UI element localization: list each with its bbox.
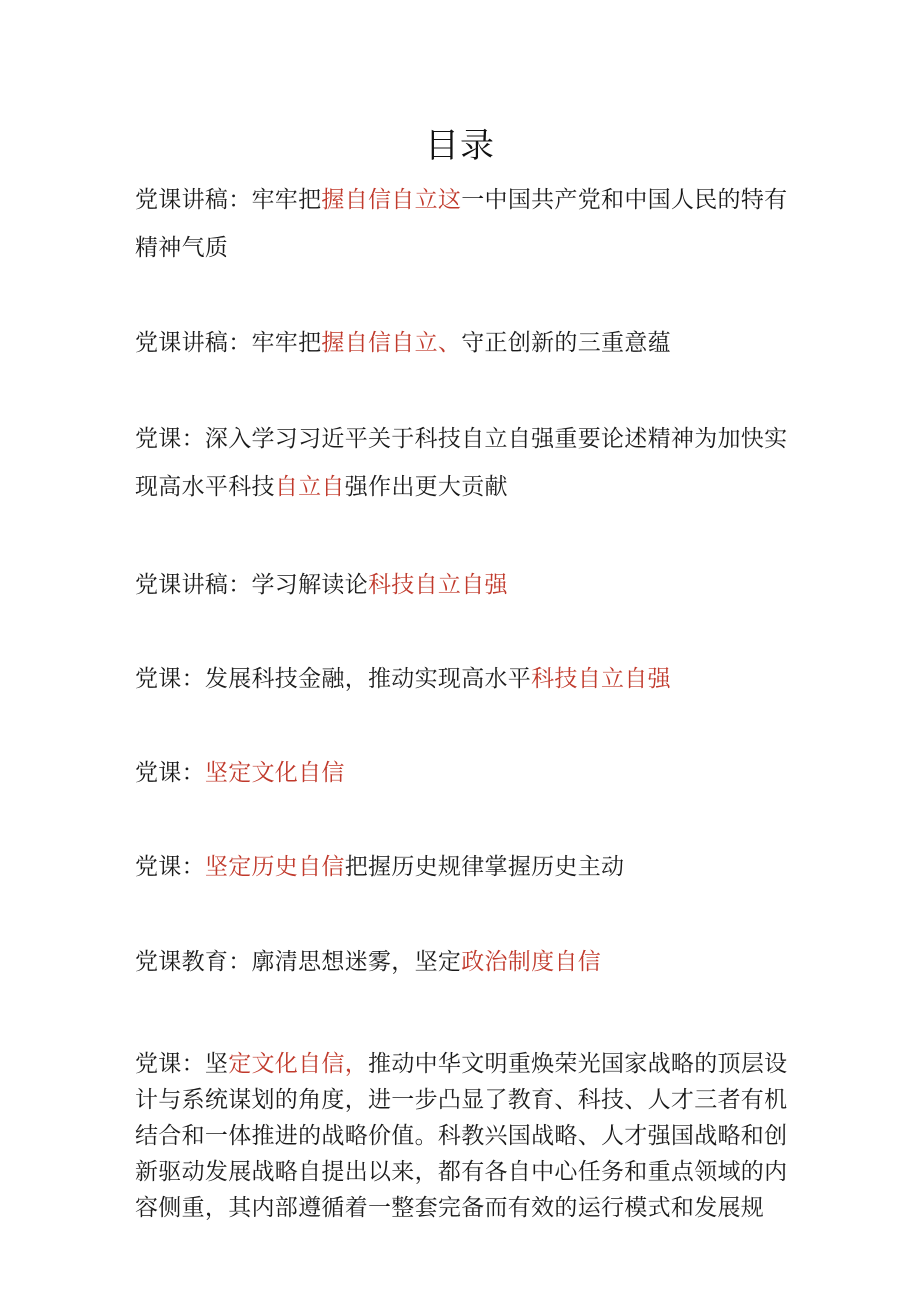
entry-highlight: 握自信自立这 — [321, 187, 462, 213]
entry-text: 党课： — [135, 854, 205, 880]
entry-text: 党课讲稿：学习解读论 — [135, 572, 368, 598]
entry-text: 一中国共产党和中国人民的特有精神气质 — [135, 187, 788, 261]
entry-text: 党课讲稿：牢牢把 — [135, 187, 322, 213]
entry-highlight: 科技自立自强 — [368, 572, 508, 598]
toc-entry[interactable] — [135, 655, 795, 703]
toc-entry[interactable] — [135, 749, 795, 797]
entry-text: 党课：深入学习习近平关于科技自立自强重要论述精神为加快实现高水平科技 — [135, 426, 788, 500]
entry-highlight: 政治制度自信 — [461, 949, 602, 975]
entry-text: 守正创新的三重意蕴 — [461, 330, 671, 356]
entry-text: 党课：坚 — [135, 1051, 229, 1077]
entry-text: 强作出更大贡献 — [344, 474, 508, 500]
toc-entry[interactable] — [135, 319, 795, 367]
toc-entry[interactable] — [135, 176, 795, 272]
entry-highlight: 坚定文化自信 — [204, 760, 345, 786]
entry-text: 推动中华文明重焕荣光国家战略的顶层设计与系统谋划的角度，进一步凸显了教育、科技、人才三者有机结合和一体推进的战略价值。科教兴国战略、人才强国战略和创新驱动发展战略自提出以来，都有各自中心任务和重点领域的内容侧重，其内部遵循着一整套完备而有效的运行模式和发展规 — [135, 1051, 788, 1221]
entry-text: 党课教育：廓清思想迷雾，坚定 — [135, 949, 462, 975]
entry-highlight: 坚定历史自信 — [204, 854, 345, 880]
toc-entry[interactable] — [135, 843, 795, 891]
toc-entry[interactable] — [135, 1046, 795, 1226]
entry-highlight: 定文化自信， — [228, 1051, 369, 1077]
entry-text: 党课讲稿：牢牢把 — [135, 330, 322, 356]
entry-highlight: 握自信自立、 — [321, 330, 462, 356]
entry-highlight: 科技自立自强 — [531, 666, 671, 692]
entry-text: 党课： — [135, 760, 205, 786]
page-title: 目录 — [425, 126, 495, 166]
toc-entry[interactable] — [135, 561, 795, 609]
entry-text: 把握历史规律掌握历史主动 — [344, 854, 625, 880]
toc-entry[interactable] — [135, 415, 795, 511]
entry-highlight: 自立自 — [274, 474, 345, 500]
entry-text: 党课：发展科技金融，推动实现高水平 — [135, 666, 532, 692]
toc-entry[interactable] — [135, 938, 795, 986]
